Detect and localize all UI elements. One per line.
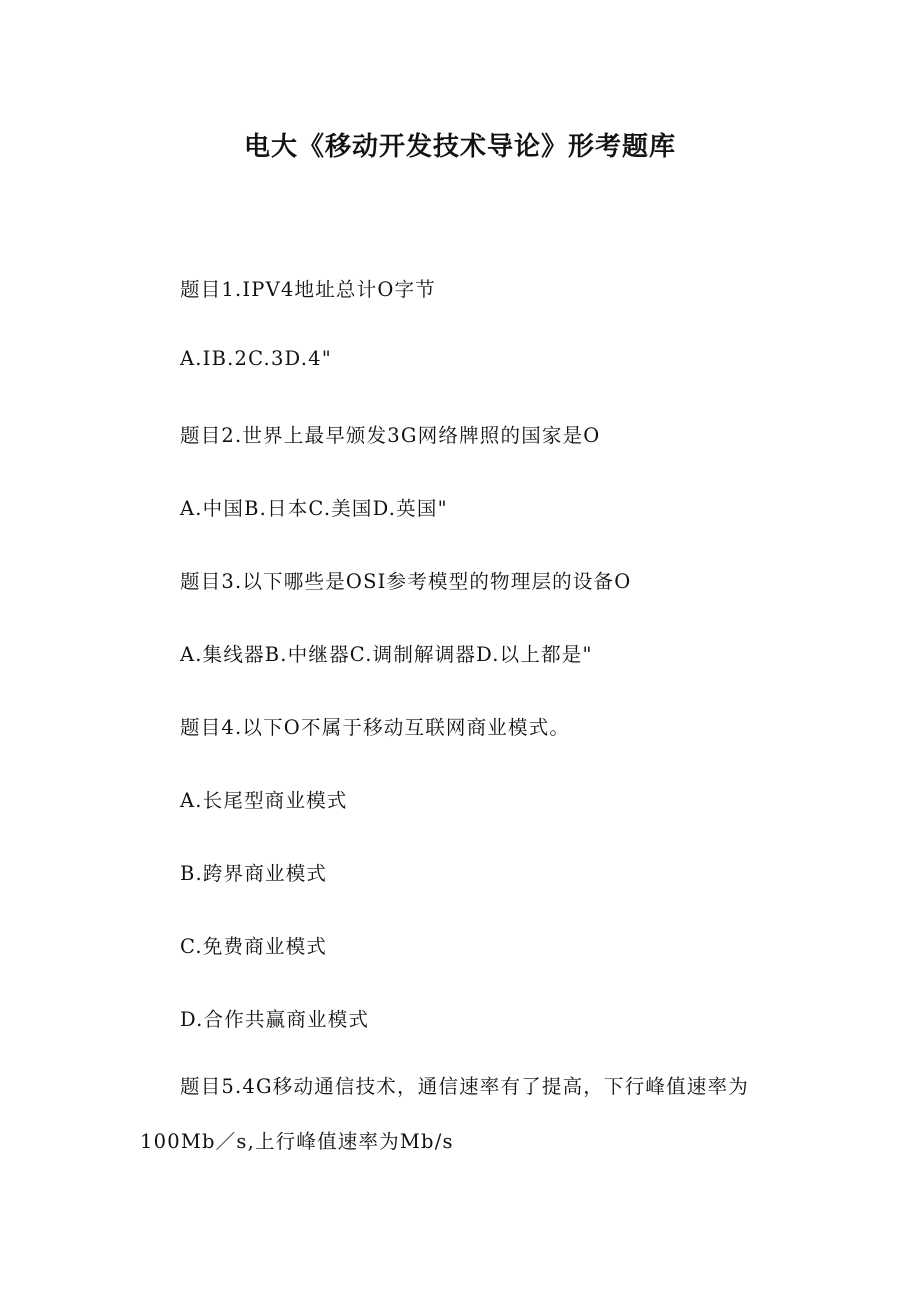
question-3-stem: 题目3.以下哪些是OSI参考模型的物理层的设备O: [180, 570, 632, 593]
question-4-option-c: C.免费商业模式: [180, 935, 328, 958]
question-4-stem: 题目4.以下O不属于移动互联网商业模式。: [180, 716, 571, 739]
question-2-stem: 题目2.世界上最早颁发3G网络牌照的国家是O: [180, 424, 601, 447]
question-1-stem: 题目1.IPV4地址总计O字节: [180, 278, 436, 301]
document-title: 电大《移动开发技术导论》形考题库: [243, 132, 676, 162]
question-3-options: A.集线器B.中继器C.调制解调器D.以上都是": [180, 643, 593, 666]
question-5-stem: 题目5.4G移动通信技术，通信速率有了提高，下行峰值速率为100Mb／s,上行峰值速率为Mb/s: [140, 1075, 749, 1153]
question-4-option-a: A.长尾型商业模式: [180, 789, 348, 812]
question-1-options: A.IB.2C.3D.4": [180, 347, 332, 370]
question-4-option-b: B.跨界商业模式: [180, 862, 328, 885]
question-4-option-d: D.合作共赢商业模式: [180, 1008, 370, 1031]
question-2-options: A.中国B.日本C.美国D.英国": [180, 497, 448, 520]
